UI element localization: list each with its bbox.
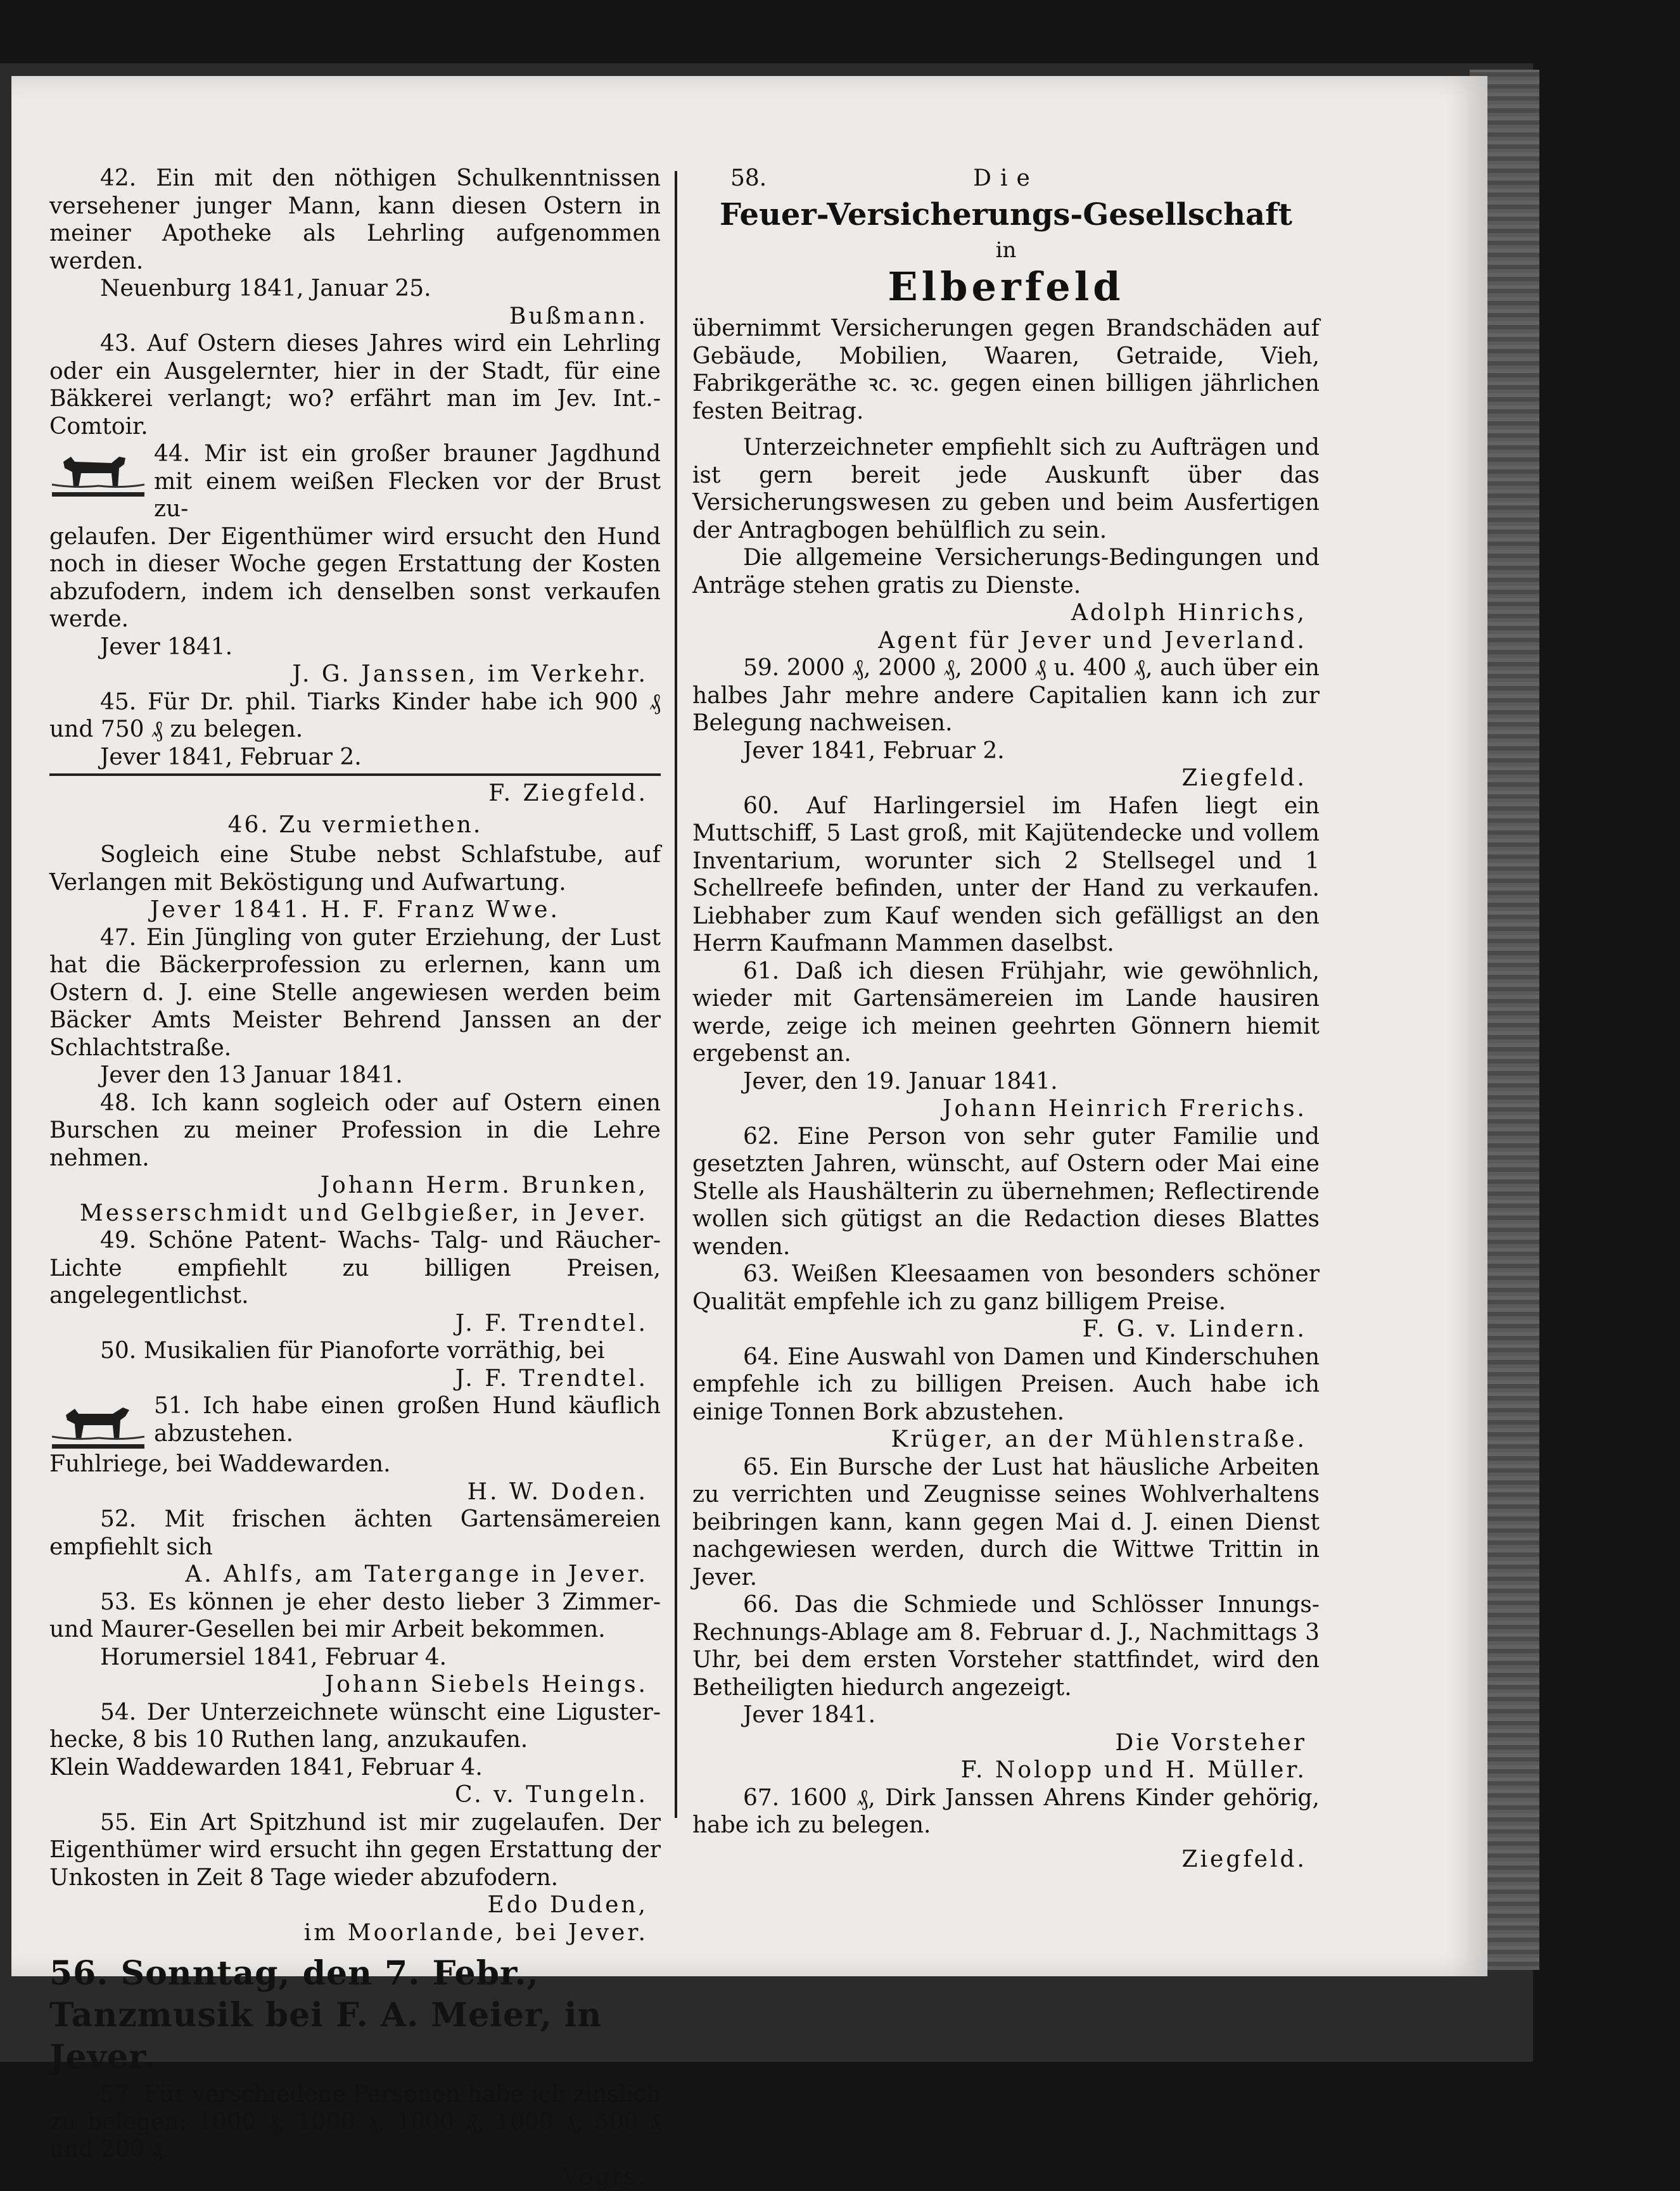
ad-58-city: Elberfeld <box>692 264 1320 310</box>
ad-66-signature-title: Die Vorsteher <box>692 1729 1320 1757</box>
dog-icon <box>49 443 148 499</box>
ad-63-text: 63. Weißen Kleesaamen von besonders schöner Qualität empfehle ich zu ganz billigem Preise. <box>692 1261 1320 1316</box>
ad-48-signature-trade: Messerschmidt und Gelbgießer, in Jever. <box>49 1200 661 1228</box>
ad-51-place: Fuhlriege, bei Waddewarden. <box>49 1451 661 1478</box>
ad-53-date: Horumersiel 1841, Februar 4. <box>49 1644 661 1672</box>
ad-66-signature-names: F. Nolopp und H. Müller. <box>692 1756 1320 1784</box>
ad-58-in: in <box>692 237 1320 265</box>
ad-56-announcement: 56. Sonntag, den 7. Febr., Tanzmusik bei F. A. Meier, in Jever. <box>49 1953 661 2078</box>
ad-53-signature: Johann Siebels Heings. <box>49 1671 661 1699</box>
ad-57-signature: Vogts. <box>49 2164 661 2191</box>
ad-59-date: Jever 1841, Februar 2. <box>692 737 1320 765</box>
ad-44-signature: J. G. Janssen, im Verkehr. <box>49 661 661 689</box>
ad-48-text: 48. Ich kann sogleich oder auf Ostern einen Burschen zu meiner Profession in die Lehre nehmen. <box>49 1089 661 1172</box>
ad-64-text: 64. Eine Auswahl von Damen und Kinderschuhen empfehle ich zu billigen Preisen. Auch habe ich einige Tonnen Bork abzustehen. <box>692 1343 1320 1426</box>
ad-63-signature: F. G. v. Lindern. <box>692 1316 1320 1343</box>
ad-47-date: Jever den 13 Januar 1841. <box>49 1062 661 1089</box>
separator-rule <box>49 773 661 776</box>
ad-67-text: 67. 1600 ₰, Dirk Janssen Ahrens Kinder gehörig, habe ich zu belegen. <box>692 1784 1320 1839</box>
ad-57-text: 57. Für verschiedene Personen habe ich zinslich zu belegen: 1000 ₰, 1000 ₰, 1000 ₰, 1000 ₰, 500 ₰ und 200 ₰. <box>49 2081 661 2164</box>
ad-46-text: Sogleich eine Stube nebst Schlafstube, auf Verlangen mit Beköstigung und Aufwartung. <box>49 841 661 896</box>
ad-58-article: Die <box>692 165 1320 193</box>
ad-44-dog-row <box>49 440 661 523</box>
ad-59-text: 59. 2000 ₰, 2000 ₰, 2000 ₰ u. 400 ₰, auch über ein halbes Jahr mehre andere Capitalien kann ich zur Belegung nachweisen. <box>692 654 1320 737</box>
ad-59-signature: Ziegfeld. <box>692 765 1320 792</box>
ad-61-text: 61. Daß ich diesen Frühjahr, wie gewöhnlich, wieder mit Gartensämereien im Lande hausiren werde, zeige ich meinen geehrten Gönnern hiemit ergebenst an. <box>692 958 1320 1068</box>
newspaper-page <box>11 76 1487 1976</box>
ad-61-signature: Johann Heinrich Frerichs. <box>692 1095 1320 1123</box>
ad-42-signature: Bußmann. <box>49 303 661 331</box>
ad-42-date: Neuenburg 1841, Januar 25. <box>49 275 661 303</box>
left-column <box>49 165 661 2191</box>
ad-61-date: Jever, den 19. Januar 1841. <box>692 1068 1320 1096</box>
ad-42-text: 42. Ein mit den nöthigen Schulkenntnissen versehener junger Mann, kann diesen Ostern in meiner Apotheke als Lehrling aufgenommen werden. <box>49 165 661 275</box>
ad-54-date: Klein Waddewarden 1841, Februar 4. <box>49 1754 661 1782</box>
ad-55-text: 55. Ein Art Spitzhund ist mir zugelaufen. Der Eigenthümer wird ersucht ihn gegen Erstattung der Unkosten in Zeit 8 Tage wieder abzufodern. <box>49 1809 661 1892</box>
ad-58-text: übernimmt Versicherungen gegen Brandschäden auf Gebäude, Mobilien, Waaren, Getraide, Vieh, Fabrikgeräthe ꝛc. ꝛc. gegen einen billigen jährlichen festen Beitrag. <box>692 315 1320 425</box>
ad-58-agent-text: Unterzeichneter empfiehlt sich zu Aufträgen und ist gern bereit jede Auskunft über das Versicherungswesen zu geben und beim Ausfertigen der Antragbogen behülflich zu sein. <box>692 434 1320 544</box>
ad-45-signature: F. Ziegfeld. <box>49 780 661 808</box>
dog-icon <box>49 1395 148 1451</box>
ad-58-signature-title: Agent für Jever und Jeverland. <box>692 627 1320 655</box>
ad-45-date: Jever 1841, Februar 2. <box>49 744 661 772</box>
ad-50-text: 50. Musikalien für Pianoforte vorräthig, bei <box>49 1337 661 1365</box>
ad-50-signature: J. F. Trendtel. <box>49 1365 661 1393</box>
column-divider <box>675 171 677 1818</box>
ad-48-signature-name: Johann Herm. Brunken, <box>49 1172 661 1200</box>
ad-60-text: 60. Auf Harlingersiel im Hafen liegt ein Muttschiff, 5 Last groß, mit Kajütendecke und vollem Inventarium, worunter sich 2 Stellsegel und 1 Schellreefe befinden, unter der Hand zu verkaufen. Liebhaber zum Kauf wenden sich gefälligst an den Herrn Kaufmann Mammen daselbst. <box>692 792 1320 958</box>
ad-58-signature-name: Adolph Hinrichs, <box>692 599 1320 627</box>
ad-44-text: gelaufen. Der Eigenthümer wird ersucht den Hund noch in dieser Woche gegen Erstattung der Kosten abzufodern, indem ich denselben sonst verkaufen werde. <box>49 523 661 633</box>
ad-51-dog-row <box>49 1392 661 1451</box>
right-column <box>692 165 1320 1873</box>
ad-52-text: 52. Mit frischen ächten Gartensämereien empfiehlt sich <box>49 1506 661 1561</box>
ad-49-signature: J. F. Trendtel. <box>49 1310 661 1338</box>
ad-66-text: 66. Das die Schmiede und Schlösser Innungs-Rechnungs-Ablage am 8. Februar d. J., Nachmittags 3 Uhr, bei dem ersten Vorsteher stattfindet, wird den Betheiligten hiedurch angezeigt. <box>692 1591 1320 1701</box>
ad-52-signature: A. Ahlfs, am Tatergange in Jever. <box>49 1561 661 1589</box>
ad-51-signature: H. W. Doden. <box>49 1478 661 1506</box>
ad-66-date: Jever 1841. <box>692 1701 1320 1729</box>
ad-54-text: 54. Der Unterzeichnete wünscht eine Ligusterhecke, 8 bis 10 Ruthen lang, anzukaufen. <box>49 1699 661 1754</box>
ad-58-header <box>692 165 1320 193</box>
ad-64-signature: Krüger, an der Mühlenstraße. <box>692 1426 1320 1454</box>
ad-67-signature: Ziegfeld. <box>692 1846 1320 1874</box>
ad-54-signature: C. v. Tungeln. <box>49 1781 661 1809</box>
ad-44-text-start: 44. Mir ist ein großer brauner Jagdhund mit einem weißen Flecken vor der Brust zu- <box>154 440 661 523</box>
ad-58-title: Feuer-Versicherungs-Gesellschaft <box>692 195 1320 234</box>
ad-55-signature-name: Edo Duden, <box>49 1891 661 1919</box>
ad-44-date: Jever 1841. <box>49 633 661 661</box>
ad-45-text: 45. Für Dr. phil. Tiarks Kinder habe ich 900 ₰ und 750 ₰ zu belegen. <box>49 689 661 744</box>
ad-58-number: 58. <box>730 165 767 193</box>
ad-51-text: 51. Ich habe einen großen Hund käuflich abzustehen. <box>154 1392 661 1447</box>
ad-53-text: 53. Es können je eher desto lieber 3 Zimmer- und Maurer-Gesellen bei mir Arbeit bekommen. <box>49 1589 661 1644</box>
ad-65-text: 65. Ein Bursche der Lust hat häusliche Arbeiten zu verrichten und Zeugnisse seines Wohlverhaltens beibringen kann, kann gegen Mai d. J. einen Dienst nachgewiesen werden, durch die Wittwe Trittin in Jever. <box>692 1454 1320 1592</box>
ad-55-signature-place: im Moorlande, bei Jever. <box>49 1919 661 1947</box>
ad-43-text: 43. Auf Ostern dieses Jahres wird ein Lehrling oder ein Ausgelernter, hier in der Stadt, für eine Bäkkerei verlangt; wo? erfährt man im Jev. Int.-Comtoir. <box>49 330 661 440</box>
ad-62-text: 62. Eine Person von sehr guter Familie und gesetzten Jahren, wünscht, auf Ostern oder Mai eine Stelle als Haushälterin zu übernehmen; Reflectirende wollen sich gütigst an die Redaction dieses Blattes wenden. <box>692 1123 1320 1261</box>
ad-58-conditions: Die allgemeine Versicherungs-Bedingungen und Anträge stehen gratis zu Dienste. <box>692 544 1320 599</box>
ad-46-heading: 46. Zu vermiethen. <box>49 811 661 839</box>
ad-46-signature: Jever 1841. H. F. Franz Wwe. <box>49 896 661 924</box>
ad-47-text: 47. Ein Jüngling von guter Erziehung, der Lust hat die Bäckerprofession zu erlernen, kann um Ostern d. J. eine Stelle angewiesen werden beim Bäcker Amts Meister Behrend Janssen an der Schlachtstraße. <box>49 924 661 1062</box>
ad-49-text: 49. Schöne Patent- Wachs- Talg- und Räucher-Lichte empfiehlt zu billigen Preisen, angelegentlichst. <box>49 1227 661 1310</box>
